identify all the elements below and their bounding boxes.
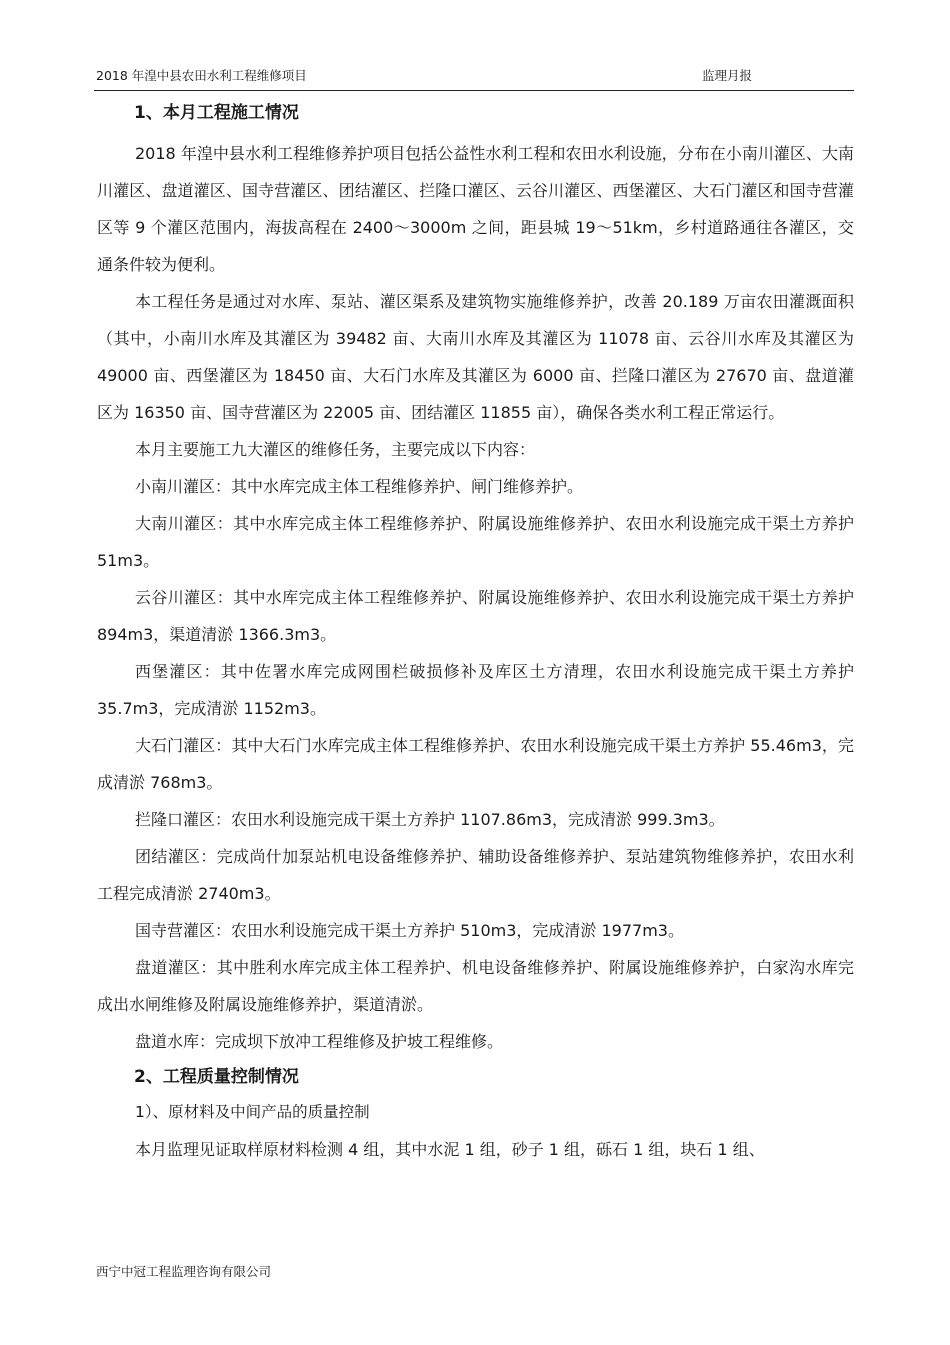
paragraph-yunguchuan: 云谷川灌区：其中水库完成主体工程维修养护、附属设施维修养护、农田水利设施完成干渠土方养护 894m3，渠道清淤 1366.3m3。 [97, 588, 854, 644]
subsection-materials-heading: 1）、原材料及中间产品的质量控制 [135, 1103, 370, 1121]
section-2-heading: 2、工程质量控制情况 [134, 1067, 299, 1087]
header-project-title: 2018 年湟中县农田水利工程维修项目 [96, 68, 307, 83]
paragraph-pandao-irrigation: 盘道灌区：其中胜利水库完成主体工程养护、机电设备维修养护、附属设施维修养护，白家沟水库完成出水闸维修及附属设施维修养护，渠道清淤。 [97, 958, 854, 1014]
document-body [97, 96, 854, 1168]
paragraph-xiaonanchuan: 小南川灌区：其中水库完成主体工程维修养护、闸门维修养护。 [135, 477, 584, 496]
paragraph-lanlongkou: 拦隆口灌区：农田水利设施完成干渠土方养护 1107.86m3，完成清淤 999.3m3。 [135, 810, 725, 829]
footer-company: 西宁中冠工程监理咨询有限公司 [96, 1264, 272, 1279]
paragraph-xibao: 西堡灌区：其中佐署水库完成网围栏破损修补及库区土方清理，农田水利设施完成干渠土方养护 35.7m3，完成清淤 1152m3。 [97, 662, 854, 718]
section-1-heading: 1、本月工程施工情况 [134, 103, 299, 123]
paragraph-dashimen: 大石门灌区：其中大石门水库完成主体工程维修养护、农田水利设施完成干渠土方养护 55.46m3，完成清淤 768m3。 [97, 736, 854, 792]
paragraph-overview: 2018 年湟中县水利工程维修养护项目包括公益性水利工程和农田水利设施，分布在小南川灌区、大南川灌区、盘道灌区、国寺营灌区、团结灌区、拦隆口灌区、云谷川灌区、西堡灌区、大石门灌区和国寺营灌区等 9 个灌区范围内，海拔高程在 2400～3000m 之间，距县城 19～51km，乡村道路通往各灌区，交通条件较为便利。 [97, 144, 854, 274]
paragraph-tuanjie: 团结灌区：完成尚什加泵站机电设备维修养护、辅助设备维修养护、泵站建筑物维修养护，农田水利工程完成清淤 2740m3。 [97, 847, 854, 903]
paragraph-task: 本工程任务是通过对水库、泵站、灌区渠系及建筑物实施维修养护，改善 20.189 万亩农田灌溉面积（其中，小南川水库及其灌区为 39482 亩、大南川水库及其灌区为 11078 亩、云谷川水库及其灌区为 49000 亩、西堡灌区为 18450 亩、大石门水库及其灌区为 6000 亩、拦隆口灌区为 27670 亩、盘道灌区为 16350 亩、国寺营灌区为 22005 亩、团结灌区 11855 亩），确保各类水利工程正常运行。 [97, 292, 854, 422]
header-divider [94, 90, 854, 91]
header-report-type: 监理月报 [702, 68, 753, 83]
paragraph-danachuan: 大南川灌区：其中水库完成主体工程维修养护、附属设施维修养护、农田水利设施完成干渠土方养护 51m3。 [97, 514, 854, 570]
paragraph-pandao-reservoir: 盘道水库：完成坝下放冲工程维修及护坡工程维修。 [135, 1032, 504, 1051]
paragraph-sampling: 本月监理见证取样原材料检测 4 组，其中水泥 1 组，砂子 1 组，砾石 1 组，块石 1 组、 [135, 1140, 765, 1159]
paragraph-intro: 本月主要施工九大灌区的维修任务，主要完成以下内容： [135, 440, 536, 459]
paragraph-guosiying: 国寺营灌区：农田水利设施完成干渠土方养护 510m3，完成清淤 1977m3。 [135, 921, 684, 940]
